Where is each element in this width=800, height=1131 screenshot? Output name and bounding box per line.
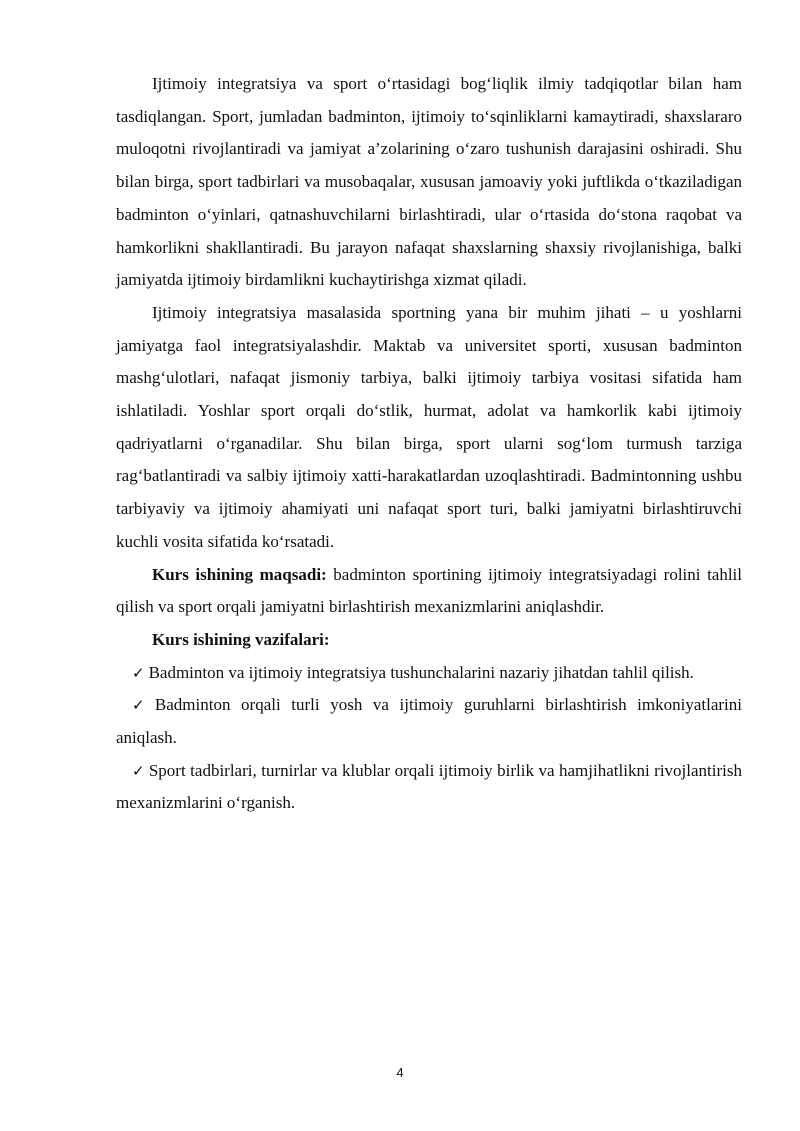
task-text: Badminton va ijtimoiy integratsiya tushunchalarini nazariy jihatdan tahlil qilish. (148, 662, 694, 682)
checkmark-icon: ✓ (132, 696, 151, 715)
task-text: Sport tadbirlari, turnirlar va klublar orqali ijtimoiy birlik va hamjihatlikni rivojlantirish mexanizmlarini o‘rganish. (116, 760, 742, 813)
task-text: Badminton orqali turli yosh va ijtimoiy guruhlarni birlashtirish imkoniyatlarini aniqlash. (116, 695, 742, 748)
task-item (116, 657, 742, 690)
page-number: 4 (396, 1065, 404, 1080)
task-item (116, 689, 742, 754)
tasks-heading: Kurs ishining vazifalari: (152, 629, 330, 649)
task-item (116, 755, 742, 820)
paragraph-integration-research: Ijtimoiy integratsiya va sport o‘rtasidagi bog‘liqlik ilmiy tadqiqotlar bilan ham tasdiqlangan. Sport, jumladan badminton, ijtimoiy to‘sqinliklarni kamaytiradi, shaxslararo muloqotni rivojlantiradi va jamiyat a’zolarining o‘zaro tushunish darajasini oshiradi. Shu bilan birga, sport tadbirlari va musobaqalar, xususan jamoaviy yoki juftlikda o‘tkaziladigan badminton o‘yinlari, qatnashuvchilarni birlashtiradi, ular o‘rtasida do‘stona raqobat va hamkorlikni shakllantiradi. Bu jarayon nafaqat shaxslarning shaxsiy rivojlanishiga, balki jamiyatda ijtimoiy birdamlikni kuchaytirishga xizmat qiladi. (116, 74, 742, 290)
goal-paragraph (116, 559, 742, 624)
paragraph-youth-integration: Ijtimoiy integratsiya masalasida sportning yana bir muhim jihati – u yoshlarni jamiyatga faol integratsiyalashdir. Maktab va universitet sporti, xususan badminton mashg‘ulotlari, nafaqat jismoniy tarbiya, balki ijtimoiy tarbiya vositasi sifatida ham ishlatiladi. Yoshlar sport orqali do‘stlik, hurmat, adolat va hamkorlik kabi ijtimoiy qadriyatlarni o‘rganadilar. Shu bilan birga, sport ularni sog‘lom turmush tarziga rag‘batlantiradi va salbiy ijtimoiy xatti-harakatlardan uzoqlashtiradi. Badmintonning ushbu tarbiyaviy va ijtimoiy ahamiyati uni nafaqat sport turi, balki jamiyatni birlashtiruvchi kuchli vosita sifatida ko‘rsatadi. (116, 302, 742, 551)
checkmark-icon: ✓ (132, 663, 145, 682)
goal-label: Kurs ishining maqsadi: (152, 564, 327, 584)
checkmark-icon: ✓ (132, 761, 145, 780)
goal-text: badminton sportining ijtimoiy integratsiyadagi rolini tahlil qilish va sport orqali jamiyatni birlashtirish mexanizmlarini aniqlashdir. (116, 564, 743, 617)
document-body (116, 68, 742, 820)
